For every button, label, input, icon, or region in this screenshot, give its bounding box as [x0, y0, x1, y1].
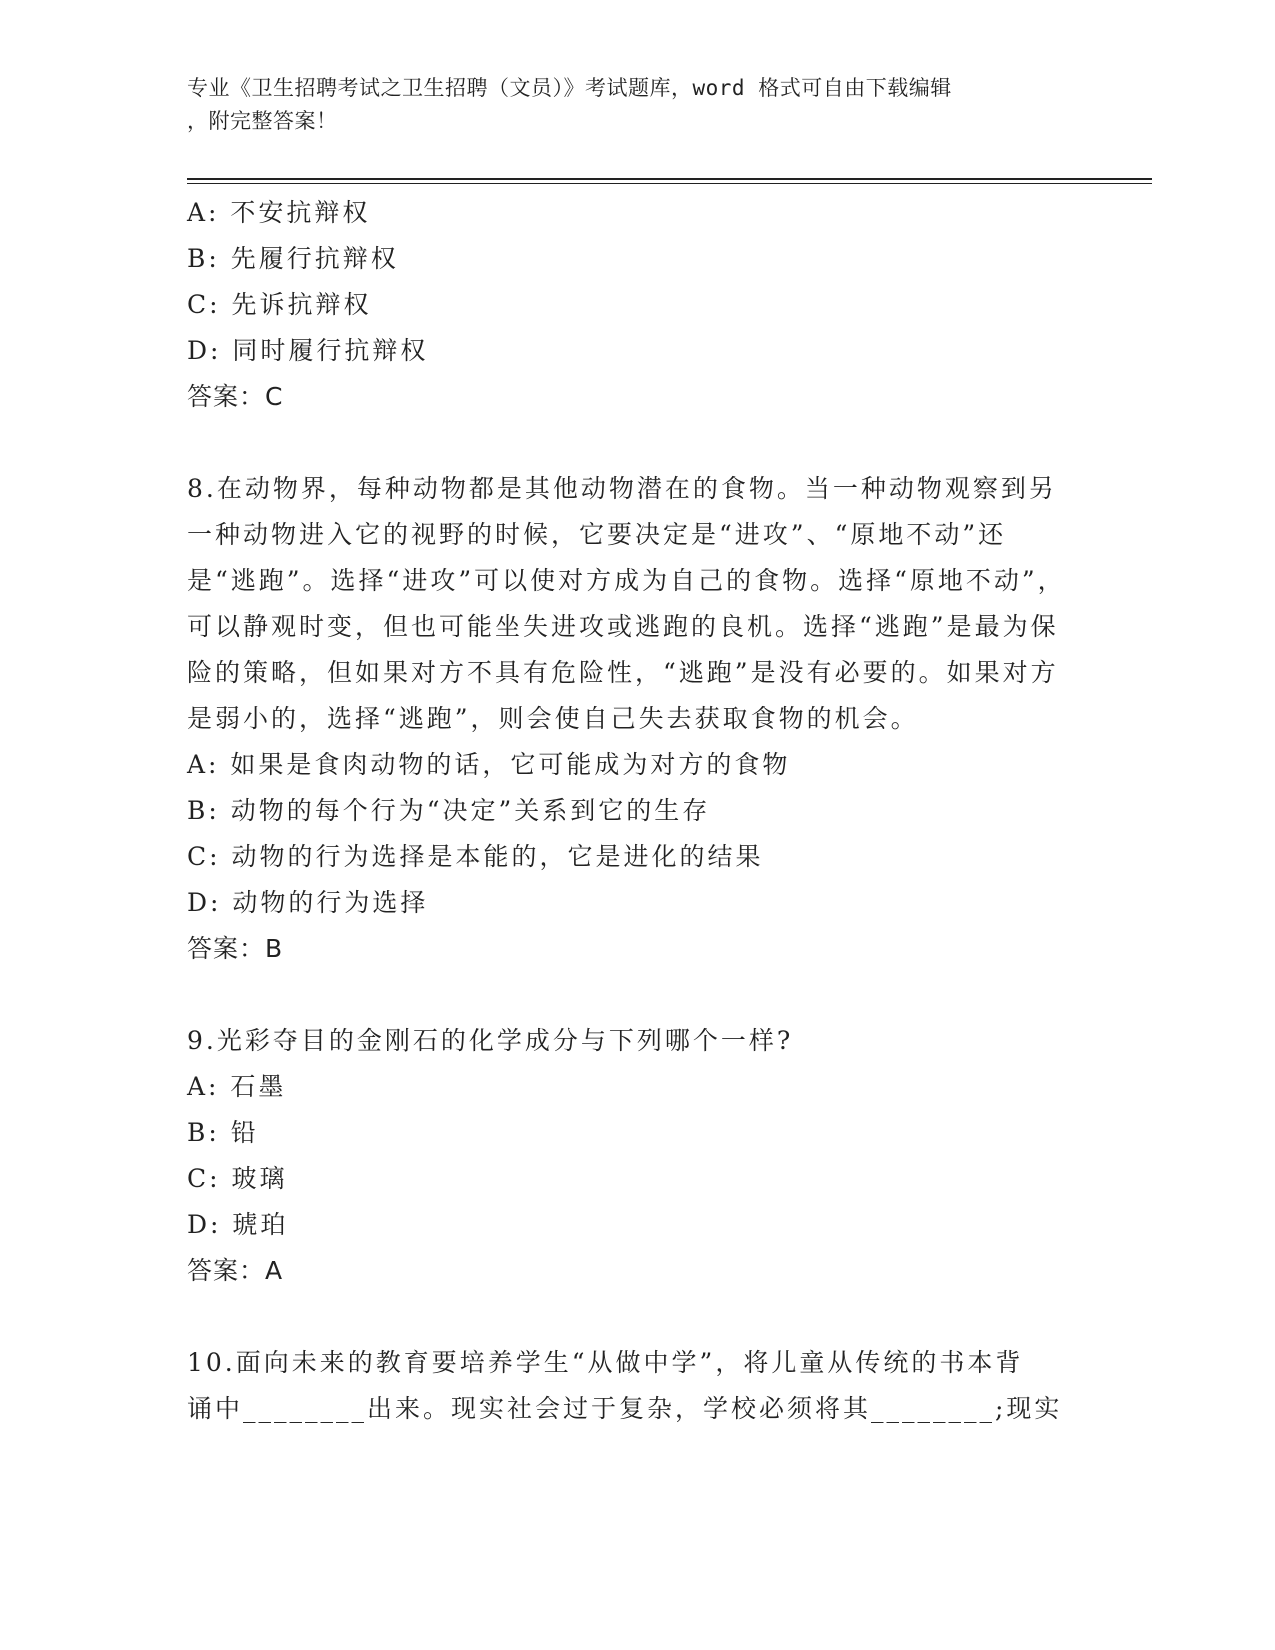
header-line-1: 专业《卫生招聘考试之卫生招聘（文员）》考试题库，word 格式可自由下载编辑 — [187, 76, 952, 100]
spacer — [187, 972, 1077, 1018]
option-a: A: 不安抗辩权 — [187, 198, 371, 227]
question-9 — [187, 1018, 1077, 1294]
spacer — [187, 420, 1077, 466]
question-stem: 9.光彩夺目的金刚石的化学成分与下列哪个一样? — [187, 1026, 794, 1055]
question-7 — [187, 190, 1077, 420]
answer: 答案：B — [187, 934, 284, 963]
question-8 — [187, 466, 1077, 972]
answer: 答案：C — [187, 382, 284, 411]
option-c: C: 先诉抗辩权 — [187, 290, 372, 319]
option-c: C: 动物的行为选择是本能的，它是进化的结果 — [187, 842, 764, 871]
option-d: D: 琥珀 — [187, 1210, 289, 1239]
option-a: A: 石墨 — [187, 1072, 287, 1101]
document-header — [187, 72, 1067, 138]
question-stem-line-2: 诵中________出来。现实社会过于复杂，学校必须将其________;现实 — [187, 1394, 1063, 1423]
answer: 答案：A — [187, 1256, 284, 1285]
option-b: B: 铅 — [187, 1118, 259, 1147]
question-stem: 8.在动物界，每种动物都是其他动物潜在的食物。当一种动物观察到另一种动物进入它的视野的时候，它要决定是“进攻”、“原地不动”还是“逃跑”。选择“进攻”可以使对方成为自己的食物。选择“原地不动”，可以静观时变，但也可能坐失进攻或逃跑的良机。选择“逃跑”是最为保险的策略，但如果对方不具有危险性，“逃跑”是没有必要的。如果对方是弱小的，选择“逃跑”，则会使自己失去获取食物的机会。 — [187, 474, 1066, 733]
option-d: D: 动物的行为选择 — [187, 888, 429, 917]
header-divider — [187, 178, 1152, 180]
header-divider-thin — [187, 183, 1152, 184]
option-c: C: 玻璃 — [187, 1164, 288, 1193]
spacer — [187, 1294, 1077, 1340]
option-a: A: 如果是食肉动物的话，它可能成为对方的食物 — [187, 750, 791, 779]
question-10 — [187, 1340, 1077, 1432]
question-stem-line-1: 10.面向未来的教育要培养学生“从做中学”，将儿童从传统的书本背 — [187, 1348, 1024, 1377]
header-line-2: ，附完整答案！ — [187, 109, 338, 133]
option-b: B: 先履行抗辩权 — [187, 244, 399, 273]
option-d: D: 同时履行抗辩权 — [187, 336, 429, 365]
question-list — [187, 190, 1077, 1432]
option-b: B: 动物的每个行为“决定”关系到它的生存 — [187, 796, 711, 825]
